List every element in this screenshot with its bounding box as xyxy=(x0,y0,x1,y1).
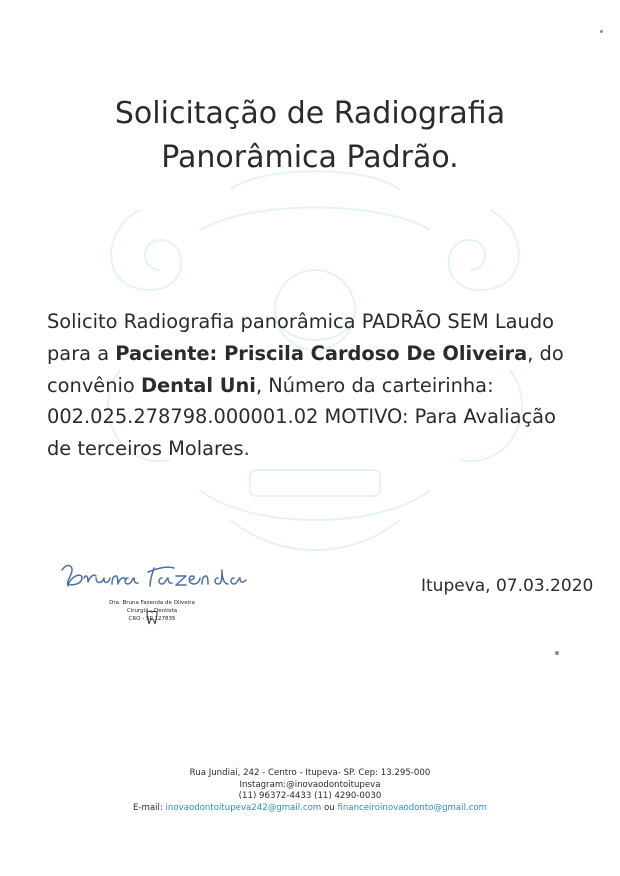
stamp-line-2: Cirurgiã - Dentista xyxy=(126,608,178,614)
footer-email-line xyxy=(0,803,620,815)
footer-contact xyxy=(0,768,620,814)
footer-phones: (11) 96372-4433 (11) 4290-0030 xyxy=(238,791,382,802)
insurance-name: Dental Uni xyxy=(140,373,256,397)
tooth-icon xyxy=(145,610,159,626)
email-label: E-mail: xyxy=(132,802,166,813)
body-line-2-suffix: , do xyxy=(527,341,564,365)
patient-name: Paciente: Priscila Cardoso De Oliveira xyxy=(115,341,528,365)
document-title xyxy=(0,92,620,180)
request-body xyxy=(47,306,592,465)
title-line-2: Panorâmica Padrão. xyxy=(161,140,459,175)
body-line-2-prefix: para a xyxy=(47,341,116,365)
scan-speck xyxy=(600,30,603,33)
body-line-3 xyxy=(47,370,592,402)
email-link-finance[interactable]: financeiroinovaodonto@gmail.com xyxy=(337,802,488,813)
stamp-line-3: CRO - SP 127835 xyxy=(128,616,176,622)
email-link-primary[interactable]: inovaodontoitupeva242@gmail.com xyxy=(165,802,322,813)
body-line-4: 002.025.278798.000001.02 MOTIVO: Para Avaliação xyxy=(47,405,556,429)
scan-speck xyxy=(555,651,559,655)
body-line-3-suffix: , Número da carteirinha: xyxy=(255,373,494,397)
stamp-line-1: Dra. Bruna Fazenda de Oliveira xyxy=(109,600,195,606)
email-separator: ou xyxy=(321,802,338,813)
body-line-2 xyxy=(47,338,592,370)
footer-instagram: Instagram:@inovaodontoitupeva xyxy=(239,779,381,790)
body-line-3-prefix: convênio xyxy=(47,373,141,397)
body-line-1: Solicito Radiografia panorâmica PADRÃO SEM Laudo xyxy=(47,310,555,333)
body-line-5: de terceiros Molares. xyxy=(47,437,250,461)
title-line-1: Solicitação de Radiografia xyxy=(114,96,506,131)
place-and-date: Itupeva, 07.03.2020 xyxy=(421,576,594,596)
footer-address: Rua Jundiaí, 242 - Centro - Itupeva- SP. Cep: 13.295-000 xyxy=(189,768,431,778)
